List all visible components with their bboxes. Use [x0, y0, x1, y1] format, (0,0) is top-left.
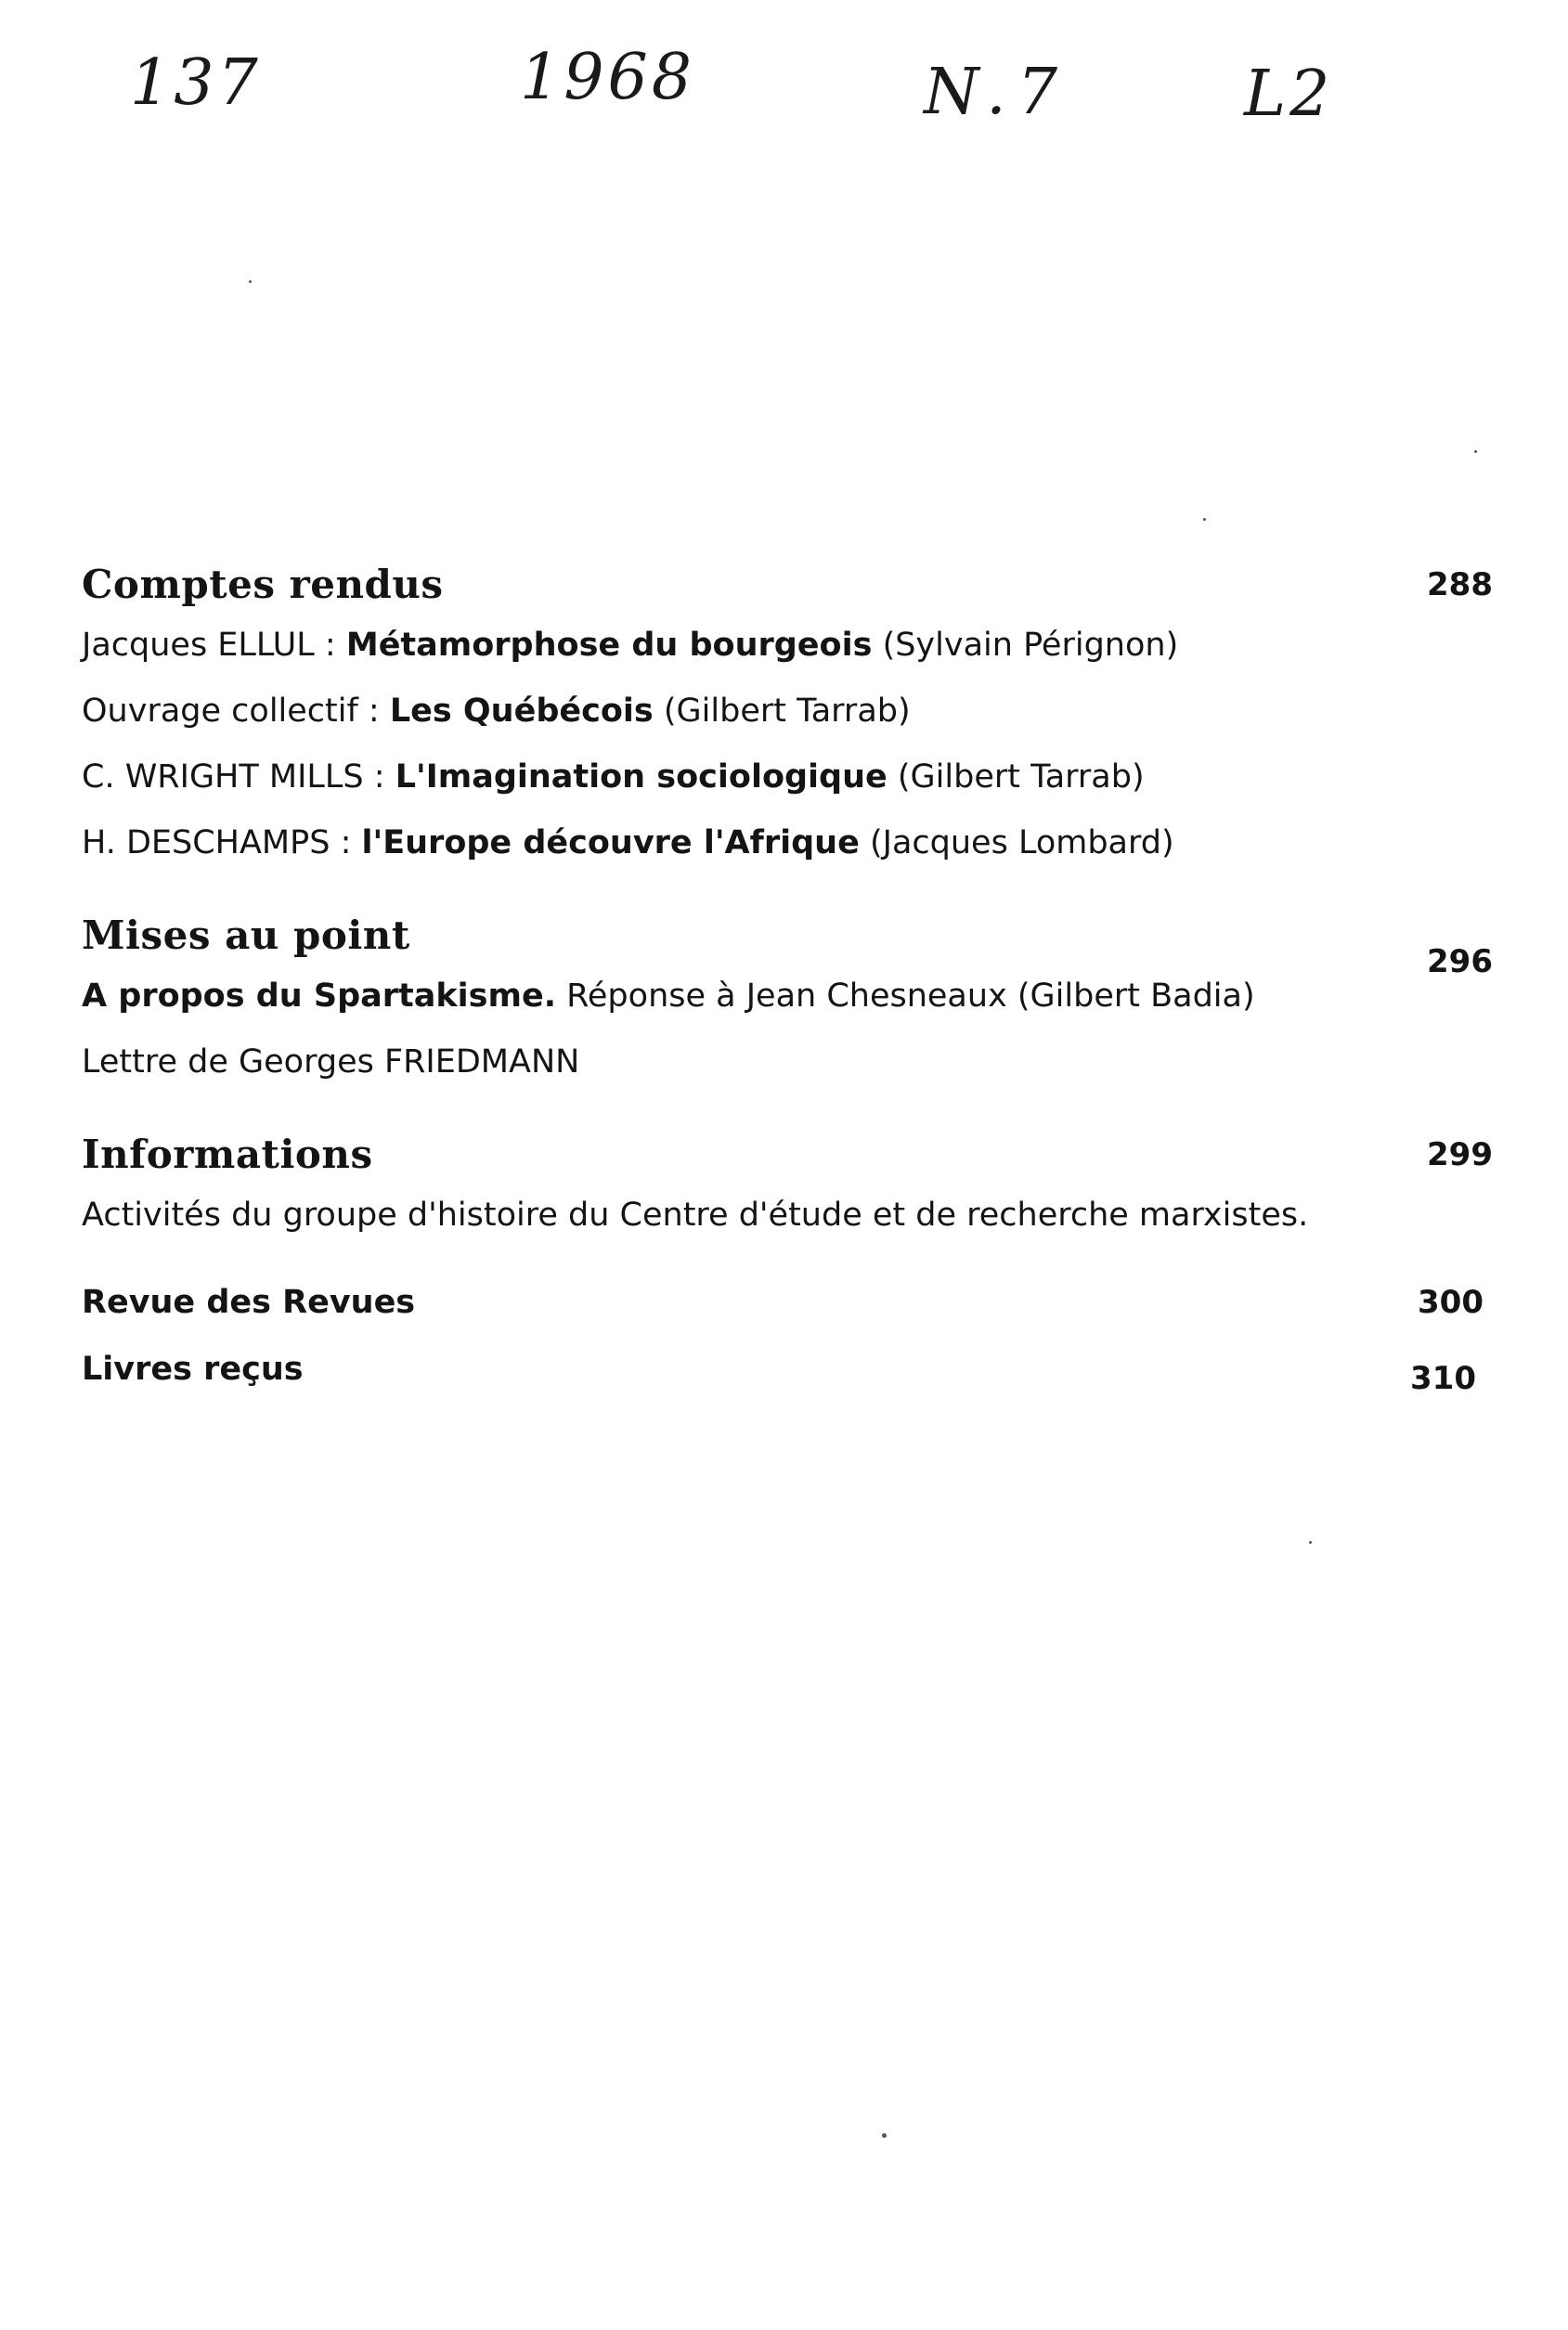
section-title: Informations	[82, 1132, 373, 1177]
section-title: Mises au point	[82, 913, 410, 958]
section-livres-recus	[82, 1336, 1493, 1403]
page-number: 300	[1418, 1284, 1484, 1321]
page-number: 310	[1410, 1360, 1476, 1397]
entry-author: H. DESCHAMPS :	[82, 824, 352, 861]
section-mises-au-point	[82, 908, 1493, 1095]
section-revue-des-revues	[82, 1269, 1493, 1336]
list-item	[82, 1183, 1493, 1249]
page-number: 296	[1427, 943, 1493, 980]
list-item	[82, 613, 1493, 679]
page-number: 288	[1427, 566, 1493, 603]
entry-reviewer: (Jacques Lombard)	[869, 824, 1174, 861]
handwritten-code: L2	[1244, 58, 1334, 131]
speck	[1309, 1541, 1312, 1544]
page-number: 299	[1427, 1136, 1493, 1173]
list-item	[82, 744, 1493, 810]
section-comptes-rendus	[82, 557, 1493, 876]
entry-author: Jacques ELLUL :	[82, 627, 336, 664]
section-title: Livres reçus	[82, 1351, 304, 1388]
entry-work: A propos du Spartakisme.	[82, 977, 557, 1015]
entry-author: Ouvrage collectif :	[82, 693, 380, 730]
handwritten-year: 1968	[520, 41, 696, 114]
entry-text: Réponse à Jean Chesneaux (Gilbert Badia)	[566, 977, 1255, 1015]
section-title: Revue des Revues	[82, 1284, 416, 1321]
entry-reviewer: (Sylvain Pérignon)	[882, 627, 1179, 664]
handwritten-number: 137	[130, 46, 262, 120]
section-title: Comptes rendus	[82, 562, 444, 607]
list-item	[82, 1029, 1493, 1095]
list-item	[82, 810, 1493, 876]
list-item	[82, 964, 1493, 1029]
entry-work: Métamorphose du bourgeois	[345, 627, 873, 664]
entry-author: C. WRIGHT MILLS :	[82, 758, 385, 796]
section-informations	[82, 1127, 1493, 1249]
entry-reviewer: (Gilbert Tarrab)	[897, 758, 1145, 796]
list-item	[82, 679, 1493, 744]
entry-reviewer: (Gilbert Tarrab)	[663, 693, 911, 730]
entry-text: Activités du groupe d'histoire du Centre d'étude et de recherche marxistes.	[82, 1197, 1309, 1234]
entry-work: l'Europe découvre l'Afrique	[361, 824, 860, 861]
speck	[882, 2133, 887, 2138]
entry-work: Les Québécois	[389, 693, 654, 730]
table-of-contents	[82, 557, 1493, 1403]
speck	[1474, 450, 1477, 453]
speck	[1203, 518, 1206, 521]
entry-text: Lettre de Georges FRIEDMANN	[82, 1043, 580, 1081]
speck	[249, 280, 252, 283]
entry-work: L'Imagination sociologique	[395, 758, 888, 796]
handwritten-issue: N.7	[924, 56, 1069, 129]
